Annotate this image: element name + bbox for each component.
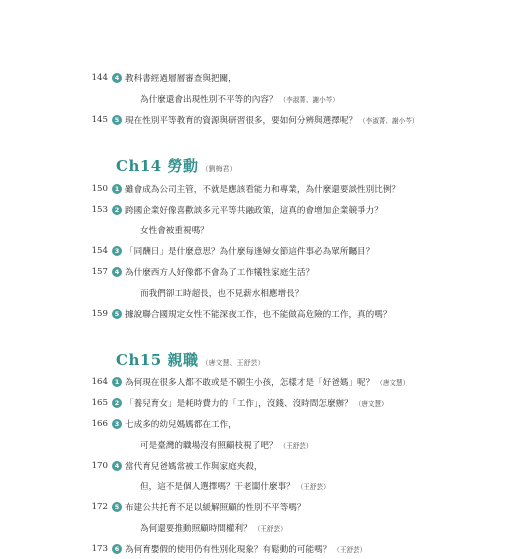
question-number-badge: 2: [112, 205, 122, 215]
toc-entry[interactable]: [91, 178, 480, 199]
toc-entry[interactable]: [91, 199, 480, 220]
page-number: 172: [91, 502, 108, 513]
question-text: 為何育嬰假的使用仍有性別化現象？有鬆動的可能嗎？: [125, 544, 332, 555]
toc-entry[interactable]: [91, 372, 480, 393]
question-number-badge: 3: [112, 246, 122, 256]
toc-entry[interactable]: [91, 538, 480, 559]
page-number: 150: [91, 183, 108, 194]
toc-entry[interactable]: [112, 282, 480, 303]
question-number-badge: 6: [112, 544, 122, 554]
question-number-badge: 1: [112, 184, 122, 194]
page-number: 170: [91, 460, 108, 471]
page-number: 154: [91, 246, 108, 257]
toc-entry[interactable]: [91, 393, 480, 414]
toc-entry[interactable]: [91, 414, 480, 435]
question-text: 當代育兒爸媽常被工作與家庭夾殺，: [125, 461, 263, 472]
question-text: 為何還要推動照顧時間權利？: [140, 523, 252, 534]
page-number: 165: [91, 398, 108, 409]
toc-entry[interactable]: [112, 518, 480, 539]
question-author: （王舒芸）: [333, 545, 367, 554]
toc-entry[interactable]: [112, 476, 480, 497]
toc-entry[interactable]: [91, 262, 480, 283]
question-text: 布建公共托育不足以緩解照顧的性別不平等嗎？: [125, 503, 306, 514]
question-text: 女性會被重視嗎？: [140, 226, 209, 237]
question-number-badge: 3: [112, 419, 122, 429]
toc-entry[interactable]: [91, 303, 480, 324]
question-author: （王舒芸）: [279, 441, 313, 450]
page-number: 166: [91, 418, 108, 429]
question-number-badge: 2: [112, 398, 122, 408]
question-text: 「養兒育女」是耗時費力的「工作」，沒錢、沒時間怎麼辦？: [125, 399, 353, 410]
page-number: 145: [91, 114, 108, 125]
question-author: （唐文慧）: [354, 400, 388, 409]
chapter-14-author: （劉梅君）: [201, 165, 237, 174]
question-author: （李淑菁、謝小芩）: [359, 116, 419, 125]
question-text: 雖會成為公司主管，不就是應該看能力和專業，為什麼還要談性別比例？: [125, 184, 401, 195]
page-number: 153: [91, 204, 108, 215]
question-text: 教科書經過層層審查與把關，: [125, 74, 237, 85]
chapter-14-title: Ch14 勞動: [116, 157, 199, 176]
question-text: 為何現在很多人都不敢或是不願生小孩，怎樣才是「好爸媽」呢？: [125, 378, 375, 389]
question-number-badge: 4: [112, 267, 122, 277]
toc-entry[interactable]: [91, 68, 480, 89]
question-text: 七成多的幼兒媽媽都在工作，: [125, 419, 237, 430]
question-text: 可是臺灣的職場沒有照顧枝視了吧？: [140, 440, 278, 451]
toc-entry[interactable]: [112, 89, 480, 110]
page-number: 159: [91, 308, 108, 319]
question-text: 為什麼還會出現性別不平等的內容？: [140, 95, 278, 106]
question-number-badge: 5: [112, 309, 122, 319]
question-number-badge: 5: [112, 502, 122, 512]
question-number-badge: 5: [112, 115, 122, 125]
toc-entry[interactable]: [112, 434, 480, 455]
chapter-15-author: （唐文慧、王舒芸）: [201, 358, 265, 367]
toc-entry[interactable]: [112, 220, 480, 241]
page-number: 157: [91, 266, 108, 277]
question-text: 跨國企業好像喜歡談多元平等共融政策，這真的會增加企業競爭力？: [125, 205, 383, 216]
chapter-15-heading: [116, 349, 264, 370]
question-text: 據說聯合國規定女性不能深夜工作，也不能做高危險的工作，真的嗎？: [125, 309, 392, 320]
page-number: 144: [91, 73, 108, 84]
question-number-badge: 1: [112, 377, 122, 387]
chapter-14-heading: [116, 155, 236, 176]
page-number: 164: [91, 377, 108, 388]
question-text: 而我們卻工時超長，也不見薪水相應增長？: [140, 288, 304, 299]
question-number-badge: 4: [112, 461, 122, 471]
question-author: （王舒芸）: [296, 483, 330, 492]
question-number-badge: 4: [112, 73, 122, 83]
question-text: 但，這不是個人選擇嗎？干老闆什麼事？: [140, 482, 295, 493]
toc-entry[interactable]: [91, 241, 480, 262]
question-text: 為什麼西方人好像都不會為了工作犧牲家庭生活？: [125, 267, 315, 278]
question-text: 現在性別平等教育的資源與研習很多，要如何分辨與選擇呢？: [125, 115, 358, 126]
chapter-15-list: [91, 372, 480, 559]
page-number: 173: [91, 543, 108, 554]
question-author: （王舒芸）: [253, 524, 287, 533]
question-author: （唐文慧）: [376, 379, 410, 388]
question-author: （李淑菁、謝小芩）: [279, 96, 339, 105]
toc-entry[interactable]: [91, 455, 480, 476]
chapter-14-list: [91, 178, 480, 324]
question-text: 「同酬日」是什麼意思？為什麼每逢婦女節這件事必為眾所矚目？: [125, 247, 375, 258]
toc-top-section: [91, 68, 480, 130]
toc-entry[interactable]: [91, 110, 480, 131]
chapter-15-title: Ch15 親職: [116, 350, 199, 369]
